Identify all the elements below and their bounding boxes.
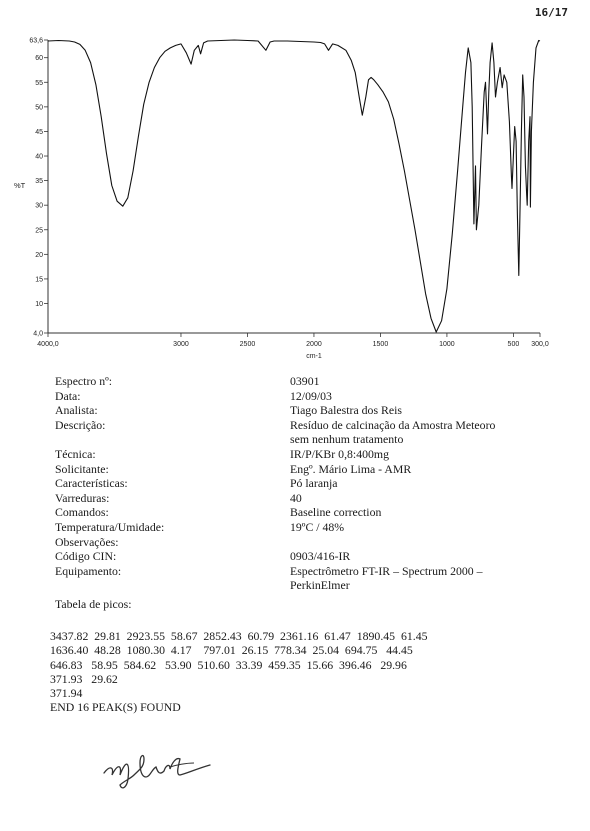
x-tick-label: 4000,0 xyxy=(37,341,59,348)
y-tick-label: 4,0 xyxy=(33,330,43,338)
info-label: Analista: xyxy=(55,403,98,418)
y-tick-label: 10 xyxy=(35,301,43,309)
info-value-line: Espectrômetro FT-IR – Spectrum 2000 – xyxy=(290,563,483,578)
info-row xyxy=(55,403,555,418)
info-value-line: sem nenhum tratamento xyxy=(290,432,404,447)
peak-line: 371.93 29.62 xyxy=(50,671,118,686)
info-value-line xyxy=(290,535,555,550)
info-value xyxy=(290,462,555,477)
info-value xyxy=(290,564,555,593)
info-label: Equipamento: xyxy=(55,563,122,578)
y-tick-label: 30 xyxy=(35,202,43,210)
info-value-line: Tiago Balestra dos Reis xyxy=(290,403,402,418)
y-tick-label: 35 xyxy=(35,178,43,186)
info-value xyxy=(290,520,555,535)
x-tick-label: 2000 xyxy=(306,341,322,348)
info-label: Espectro nº: xyxy=(55,374,113,388)
peak-line: 371.94 xyxy=(50,686,83,701)
sample-info-table xyxy=(55,374,555,593)
info-value xyxy=(290,491,555,506)
info-value-line: Engº. Mário Lima - AMR xyxy=(290,461,412,476)
info-row xyxy=(55,447,555,462)
y-tick-label: 63,6 xyxy=(29,37,43,45)
x-tick-label: 300,0 xyxy=(531,341,549,348)
ir-spectrum-chart xyxy=(0,28,590,363)
info-value-line: 40 xyxy=(290,490,302,505)
x-tick-label: 1500 xyxy=(372,341,389,348)
y-tick-label: 50 xyxy=(35,104,43,112)
info-value xyxy=(290,476,555,491)
info-row xyxy=(55,491,555,506)
page-number: 16/17 xyxy=(534,6,568,19)
info-label: Descrição: xyxy=(55,417,106,432)
info-value-line: 12/09/03 xyxy=(290,388,332,403)
info-label: Varreduras: xyxy=(55,490,110,505)
info-value xyxy=(290,549,555,564)
x-tick-label: 1000 xyxy=(439,341,455,348)
info-value-line: IR/P/KBr 0,8:400mg xyxy=(290,446,389,461)
info-value xyxy=(290,505,555,520)
peak-line: 3437.82 29.81 2923.55 58.67 2852.43 60.79 2361.16 61.47 1890.45 61.45 xyxy=(50,629,428,643)
info-label: Código CIN: xyxy=(55,549,117,564)
spectrum-line xyxy=(48,40,540,332)
y-tick-label: 25 xyxy=(35,227,43,235)
info-row xyxy=(55,476,555,491)
info-row xyxy=(55,374,555,389)
info-row xyxy=(55,549,555,564)
info-value xyxy=(290,447,555,462)
info-value-line: Baseline correction xyxy=(290,505,382,520)
info-row xyxy=(55,505,555,520)
info-value xyxy=(290,418,555,447)
y-tick-label: 40 xyxy=(35,153,43,161)
signature-icon xyxy=(100,745,220,795)
info-label: Data: xyxy=(55,388,81,403)
info-row xyxy=(55,520,555,535)
info-value-line: 03901 xyxy=(290,374,320,388)
info-value xyxy=(290,403,555,418)
info-label: Temperatura/Umidade: xyxy=(55,519,165,534)
peak-line: END 16 PEAK(S) FOUND xyxy=(50,700,181,715)
x-tick-label: 3000 xyxy=(173,341,189,348)
peak-table-title: Tabela de picos: xyxy=(55,597,132,611)
info-value xyxy=(290,535,555,550)
peak-line: 1636.40 48.28 1080.30 4.17 797.01 26.15 778.34 25.04 694.75 44.45 xyxy=(50,643,413,658)
info-row xyxy=(55,535,555,550)
y-axis-label: %T xyxy=(14,180,26,190)
info-label: Técnica: xyxy=(55,446,96,461)
x-tick-label: 2500 xyxy=(239,341,256,348)
y-tick-label: 15 xyxy=(35,276,43,284)
y-tick-label: 20 xyxy=(35,251,43,259)
y-tick-label: 60 xyxy=(35,55,43,63)
info-label: Características: xyxy=(55,476,128,491)
peak-table xyxy=(50,629,428,715)
peak-line: 646.83 58.95 584.62 53.90 510.60 33.39 459.35 15.66 396.46 29.96 xyxy=(50,657,407,672)
info-row xyxy=(55,462,555,477)
info-label: Observações: xyxy=(55,534,119,549)
info-value-line: PerkinElmer xyxy=(290,578,350,593)
info-value-line: Pó laranja xyxy=(290,476,338,491)
info-label: Solicitante: xyxy=(55,461,109,476)
info-label: Comandos: xyxy=(55,505,109,520)
y-tick-label: 55 xyxy=(35,79,43,87)
info-row xyxy=(55,418,555,447)
info-value-line: 0903/416-IR xyxy=(290,549,351,564)
info-row xyxy=(55,389,555,404)
info-value xyxy=(290,374,555,389)
info-value xyxy=(290,389,555,404)
x-axis-label: cm-1 xyxy=(306,353,322,360)
info-value-line: 19ºC / 48% xyxy=(290,519,345,534)
info-row xyxy=(55,564,555,593)
y-tick-label: 45 xyxy=(35,128,43,136)
info-value-line: Resíduo de calcinação da Amostra Meteoro xyxy=(290,417,496,432)
x-tick-label: 500 xyxy=(507,341,520,348)
